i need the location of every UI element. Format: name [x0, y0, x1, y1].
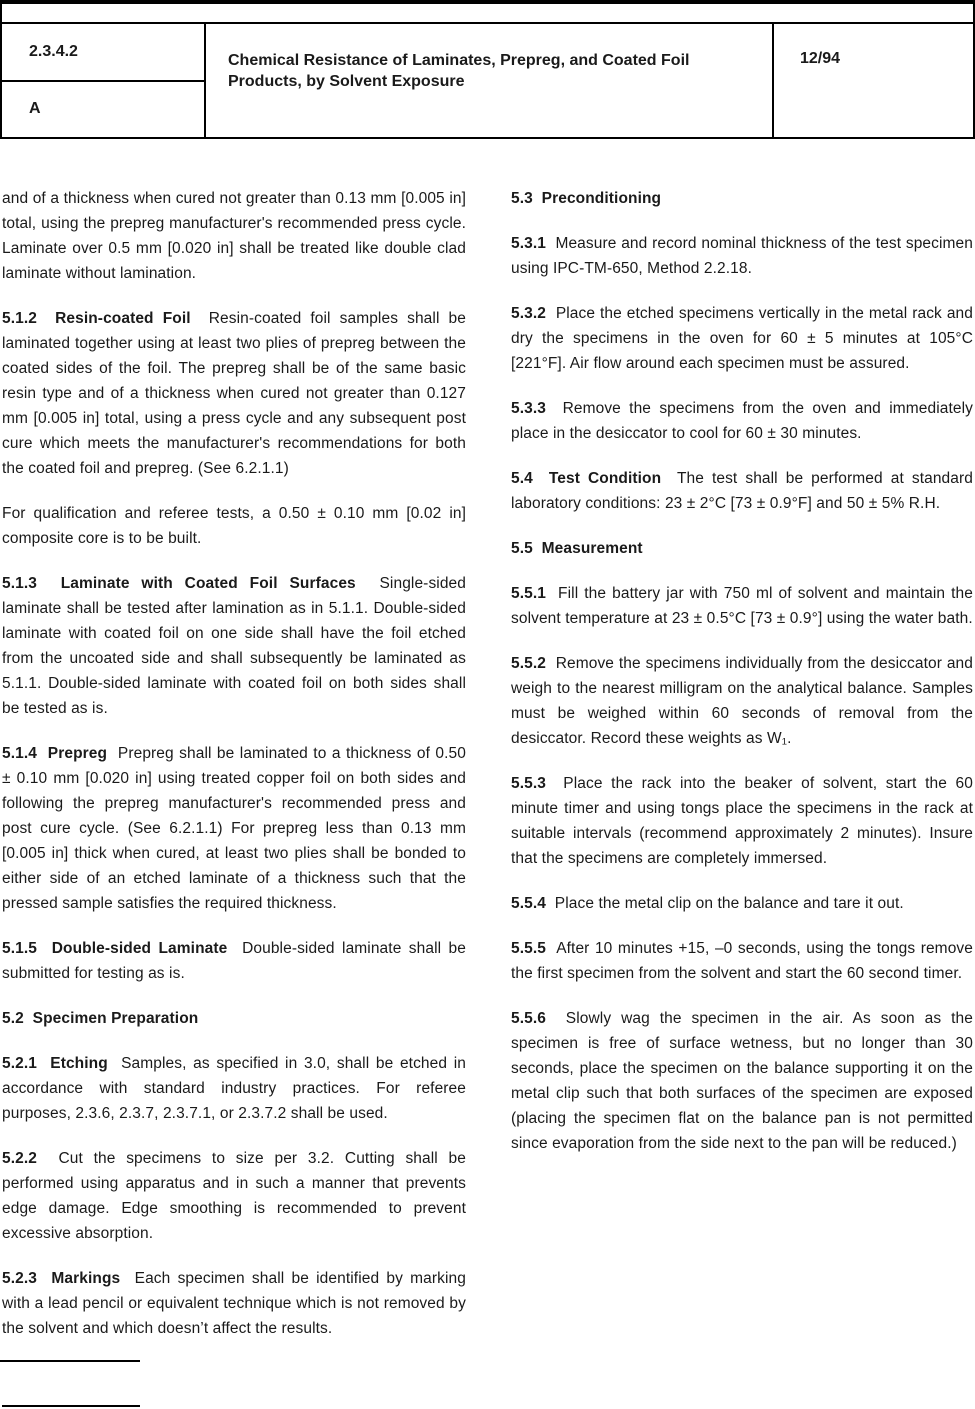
section-paragraph — [511, 771, 973, 871]
section-label: 5.5.6 — [511, 1010, 546, 1027]
left-text-column — [2, 186, 466, 1361]
body-paragraph — [2, 501, 466, 551]
paragraph-text: For qualification and referee tests, a 0.50 ± 0.10 mm [0.02 in] composite core is to be built. — [2, 505, 466, 547]
section-label: 5.2 Specimen Preparation — [2, 1010, 199, 1027]
paragraph-text: Samples, as specified in 3.0, shall be etched in accordance with standard industry practices. For referee purposes, 2.3.6, 2.3.7, 2.3.7.1, or 2.3.7.2 shall be used. — [2, 1055, 466, 1122]
section-paragraph — [511, 396, 973, 446]
paragraph-text: Cut the specimens to size per 3.2. Cutting shall be performed using apparatus and in such a manner that prevents edge damage. Edge smoothing is recommended to prevent excessive absorption. — [2, 1150, 466, 1242]
section-label: 5.1.3 Laminate with Coated Foil Surfaces — [2, 575, 356, 592]
section-paragraph — [2, 1051, 466, 1126]
section-paragraph — [2, 741, 466, 916]
paragraph-text: Remove the specimens from the oven and immediately place in the desiccator to cool for 60 ± 30 minutes. — [511, 400, 973, 442]
method-number: 2.3.4.2 — [29, 42, 78, 60]
section-label: 5.3 Preconditioning — [511, 190, 662, 207]
document-title: Chemical Resistance of Laminates, Prepreg, and Coated Foil Products, by Solvent Exposure — [228, 52, 690, 90]
paragraph-text: Place the metal clip on the balance and tare it out. — [545, 895, 904, 912]
section-label: 5.5 Measurement — [511, 540, 643, 557]
section-paragraph — [511, 651, 973, 751]
section-label: 5.5.4 — [511, 895, 546, 912]
section-label: 5.1.4 Prepreg — [2, 745, 108, 762]
paragraph-text: Slowly wag the specimen in the air. As soon as the specimen is free of surface wetness, but no longer than 30 seconds, place the specimen on the balance supporting it on the metal clip such that both surfaces of the specimen are exposed (placing the specimen flat on the balance pan is not permitted since evaporation from the side next to the pan will be reduced.) — [511, 1010, 973, 1152]
section-label: 5.3.2 — [511, 305, 546, 322]
section-label: 5.4 Test Condition — [511, 470, 662, 487]
footnote-rule — [2, 1405, 140, 1407]
section-label: 5.2.1 Etching — [2, 1055, 108, 1072]
section-paragraph — [511, 936, 973, 986]
paragraph-text: The test shall be performed at standard laboratory conditions: 23 ± 2°C [73 ± 0.9°F] and 50 ± 5% R.H. — [511, 470, 973, 512]
section-label: 5.1.2 Resin-coated Foil — [2, 310, 191, 327]
section-paragraph — [511, 1006, 973, 1156]
section-paragraph — [511, 301, 973, 376]
paragraph-text: Prepreg shall be laminated to a thickness of 0.50 ± 0.10 mm [0.020 in] using treated copper foil on both sides and following the prepreg manufacturer's recommended press and post cure cycle. (See 6.2.1.1) For prepreg less than 0.13 mm [0.005 in] thick when cured, at least two plies shall be bonded to either side of an etched laminate of a thickness such that the pressed sample satisfies the required thickness. — [2, 745, 466, 912]
paragraph-text: and of a thickness when cured not greater than 0.13 mm [0.005 in] total, using the prepreg manufacturer's recommended press cycle. Laminate over 0.5 mm [0.020 in] shall be treated like double clad laminate without lamination. — [2, 190, 466, 282]
method-number-cell — [2, 24, 204, 82]
paragraph-text: After 10 minutes +15, –0 seconds, using the tongs remove the first specimen from the solvent and start the 60 second timer. — [511, 940, 973, 982]
section-paragraph — [2, 1266, 466, 1341]
section-paragraph — [2, 1146, 466, 1246]
paragraph-text: Double-sided laminate shall be submitted for testing as is. — [2, 940, 466, 982]
section-paragraph — [511, 231, 973, 281]
paragraph-text: Measure and record nominal thickness of the test specimen using IPC-TM-650, Method 2.2.18. — [511, 235, 973, 277]
section-paragraph — [511, 466, 973, 516]
paragraph-text: Resin-coated foil samples shall be laminated together using at least two plies of prepreg between the coated sides of the foil. The prepreg shall be of the same basic resin type and of a thickness when cured not greater than 0.127 mm [0.005 in] total, using a press cycle and any subsequent post cure which meets the manufacturer's recommendations for both the coated foil and prepreg. (See 6.2.1.1) — [2, 310, 466, 477]
section-label: 5.3.3 — [511, 400, 546, 417]
section-label: 5.5.3 — [511, 775, 546, 792]
section-label: 5.3.1 — [511, 235, 546, 252]
paragraph-text: Remove the specimens individually from the desiccator and weigh to the nearest milligram on the analytical balance. Samples must be weighed within 60 seconds of removal from the desiccator. Record these weights as W₁. — [511, 655, 973, 747]
section-label: 5.2.3 Markings — [2, 1270, 121, 1287]
title-cell — [206, 24, 772, 137]
section-label: 5.1.5 Double-sided Laminate — [2, 940, 228, 957]
revision-cell — [2, 82, 204, 138]
footnote-rule — [0, 1360, 140, 1362]
section-label: 5.2.2 — [2, 1150, 37, 1167]
issue-date: 12/94 — [800, 50, 841, 67]
section-paragraph — [2, 571, 466, 721]
section-paragraph — [511, 891, 973, 916]
body-paragraph — [2, 186, 466, 286]
paragraph-text: Place the rack into the beaker of solvent, start the 60 minute timer and using tongs place the specimens in the rack at suitable intervals (recommend approximately 2 minutes). Insure that the specimens are completely immersed. — [511, 775, 973, 867]
spec-header-table — [0, 0, 975, 139]
paragraph-text: Place the etched specimens vertically in the metal rack and dry the specimens in the oven for 60 ± 5 minutes at 105°C [221°F]. Air flow around each specimen must be assured. — [511, 305, 973, 372]
section-paragraph — [2, 306, 466, 481]
revision-letter: A — [29, 100, 41, 118]
section-label: 5.5.5 — [511, 940, 546, 957]
section-label: 5.5.1 — [511, 585, 546, 602]
section-label: 5.5.2 — [511, 655, 546, 672]
section-heading — [511, 536, 973, 561]
right-text-column — [511, 186, 973, 1176]
section-heading — [2, 1006, 466, 1031]
header-left-column — [2, 24, 206, 137]
paragraph-text: Single-sided laminate shall be tested after lamination as in 5.1.1. Double-sided laminate with coated foil on one side shall have the foil etched from the uncoated side and shall subsequently be laminated as 5.1.1. Double-sided laminate with coated foil on both sides shall be tested as is. — [2, 575, 466, 717]
paragraph-text: Fill the battery jar with 750 ml of solvent and maintain the solvent temperature at 23 ± 0.5°C [73 ± 0.9°] using the water bath. — [511, 585, 973, 627]
header-blank-row — [2, 4, 973, 24]
paragraph-text: Each specimen shall be identified by marking with a lead pencil or equivalent technique which is not removed by the solvent and which doesn’t affect the results. — [2, 1270, 466, 1337]
section-paragraph — [511, 581, 973, 631]
section-heading — [511, 186, 973, 211]
header-main-row — [2, 24, 973, 137]
date-cell — [772, 24, 973, 137]
section-paragraph — [2, 936, 466, 986]
